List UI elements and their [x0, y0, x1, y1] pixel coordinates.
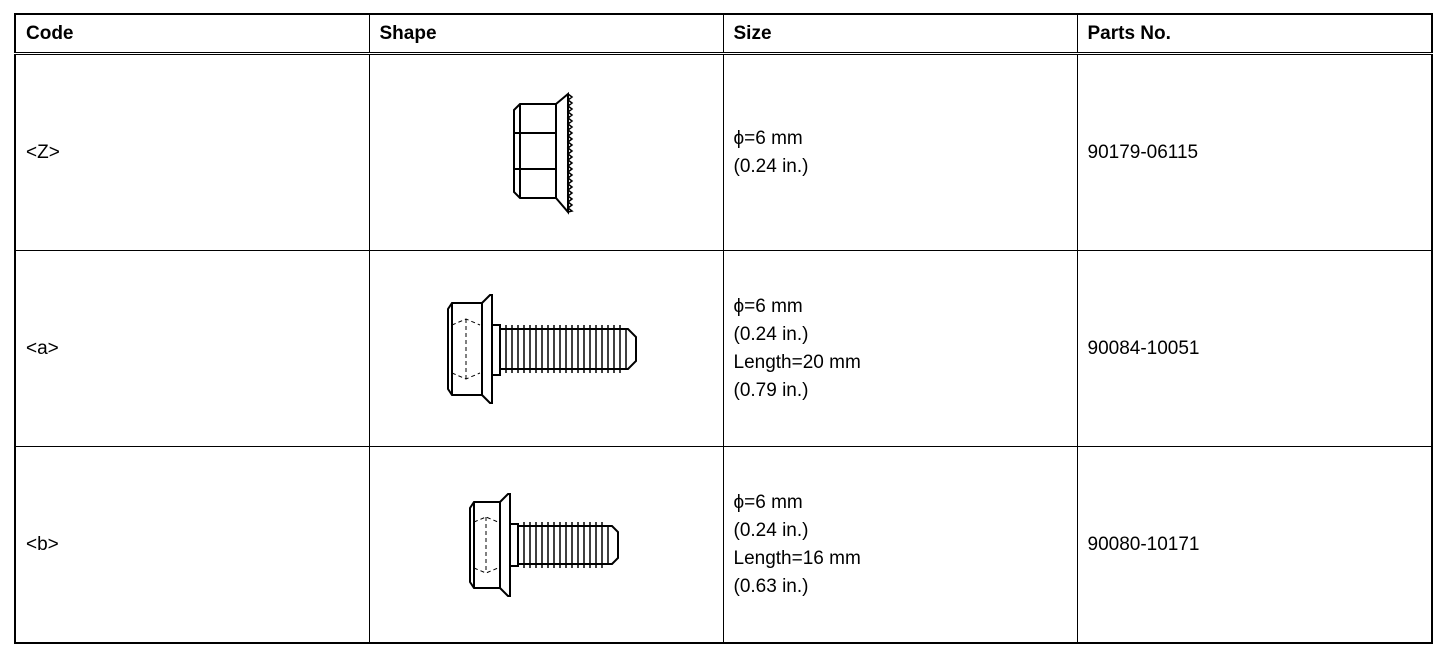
size-diameter: ϕ=6 mm	[733, 491, 803, 513]
size-diameter-inch: (0.24 in.)	[733, 155, 809, 177]
shape-cell	[369, 251, 723, 447]
size-diameter: ϕ=6 mm	[733, 295, 803, 317]
size-length-inch: (0.63 in.)	[733, 575, 809, 597]
table-row	[15, 251, 1432, 447]
flange-bolt-icon	[436, 289, 656, 409]
part-number-cell: 90080-10171	[1077, 447, 1432, 644]
size-diameter-inch: (0.24 in.)	[733, 323, 809, 345]
parts-table	[14, 13, 1433, 644]
header-parts-no: Parts No.	[1077, 14, 1432, 54]
flange-bolt-icon	[456, 490, 636, 600]
code-cell: <a>	[15, 251, 369, 447]
size-cell	[723, 54, 1077, 251]
table-row	[15, 447, 1432, 644]
serrated-flange-nut-icon	[476, 88, 616, 218]
size-cell	[723, 447, 1077, 644]
shape-cell	[369, 54, 723, 251]
code-cell: <b>	[15, 447, 369, 644]
code-cell: <Z>	[15, 54, 369, 251]
part-number-cell: 90084-10051	[1077, 251, 1432, 447]
header-code: Code	[15, 14, 369, 54]
header-shape: Shape	[369, 14, 723, 54]
part-number-cell: 90179-06115	[1077, 54, 1432, 251]
size-length: Length=16 mm	[733, 547, 861, 569]
header-row	[15, 14, 1432, 54]
size-diameter: ϕ=6 mm	[733, 127, 803, 149]
shape-cell	[369, 447, 723, 644]
size-length-inch: (0.79 in.)	[733, 379, 809, 401]
header-size: Size	[723, 14, 1077, 54]
size-cell	[723, 251, 1077, 447]
size-diameter-inch: (0.24 in.)	[733, 519, 809, 541]
size-length: Length=20 mm	[733, 351, 861, 373]
table-row	[15, 54, 1432, 251]
